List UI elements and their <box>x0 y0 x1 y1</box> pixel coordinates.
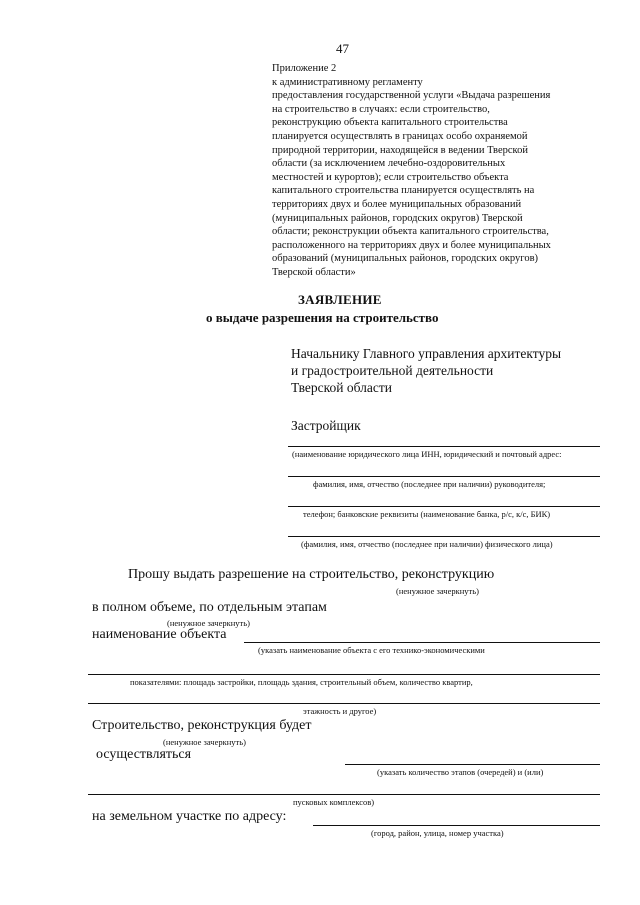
appendix-line: (муниципальных районов, городских округов) Тверской <box>272 212 523 224</box>
developer-fill-line[interactable] <box>288 446 600 447</box>
address-field[interactable] <box>313 825 600 826</box>
object-details-line[interactable] <box>88 703 600 704</box>
developer-label: Застройщик <box>291 418 361 433</box>
addressee-line: Тверской области <box>291 380 392 395</box>
construction-line: Строительство, реконструкция будет <box>92 718 312 733</box>
object-details-hint: показателями: площадь застройки, площадь здания, строительный объем, количество квартир, <box>130 677 473 687</box>
object-name-label: наименование объекта <box>92 627 227 642</box>
appendix-line: территориях двух и более муниципальных образований <box>272 198 522 210</box>
developer-hint: (фамилия, имя, отчество (последнее при наличии) физического лица) <box>301 539 553 549</box>
construction-line: осуществляться <box>96 747 192 762</box>
object-details-hint: этажность и другое) <box>303 706 377 716</box>
developer-fill-line[interactable] <box>288 476 600 477</box>
page-number: 47 <box>336 41 349 56</box>
developer-fill-line[interactable] <box>288 506 600 507</box>
request-hint: (ненужное зачеркнуть) <box>396 586 479 596</box>
developer-hint: (наименование юридического лица ИНН, юридический и почтовый адрес: <box>292 449 562 459</box>
appendix-line: планируется осуществлять в границах особо охраняемой <box>272 130 528 142</box>
appendix-line: Приложение 2 <box>272 63 337 74</box>
addressee-line: Начальнику Главного управления архитектуры <box>291 346 562 361</box>
stages-field[interactable] <box>345 764 600 765</box>
appendix-line: к административному регламенту <box>272 76 423 88</box>
request-line: в полном объеме, по отдельным этапам <box>92 600 327 615</box>
appendix-line: местностей и курортов); если строительство объекта <box>272 171 509 183</box>
stages-hint: (указать количество этапов (очередей) и (или) <box>377 767 544 777</box>
addressee-block <box>291 345 561 396</box>
address-label: на земельном участке по адресу: <box>92 809 287 824</box>
object-details-line[interactable] <box>88 674 600 675</box>
stages-extra-line[interactable] <box>88 794 600 795</box>
stages-extra-hint: пусковых комплексов) <box>293 797 375 807</box>
appendix-line: предоставления государственной услуги «Выдача разрешения <box>272 90 551 102</box>
address-hint: (город, район, улица, номер участка) <box>371 828 504 838</box>
appendix-line: реконструкцию объекта капитального строительства <box>272 117 508 129</box>
appendix-line: капитального строительства планируется осуществлять на <box>272 185 535 197</box>
appendix-line: расположенного на территориях двух и более муниципальных <box>272 239 551 251</box>
appendix-line: области; реконструкции объекта капитального строительства, <box>272 226 549 238</box>
appendix-line: образований (муниципальных районов, городских округов) <box>272 253 539 265</box>
developer-hint: телефон; банковские реквизиты (наименование банка, р/с, к/с, БИК) <box>303 509 551 519</box>
addressee-line: и градостроительной деятельности <box>291 363 494 378</box>
developer-fill-line[interactable] <box>288 536 600 537</box>
appendix-line: области (за исключением лечебно-оздоровительных <box>272 158 506 170</box>
construction-hint: (ненужное зачеркнуть) <box>163 737 246 747</box>
appendix-line: Тверской области» <box>272 266 356 278</box>
appendix-line: на строительство в случаях: если строительство, <box>272 103 490 115</box>
request-line: Прошу выдать разрешение на строительство, реконструкцию <box>128 567 495 582</box>
document-subtitle: о выдаче разрешения на строительство <box>206 310 439 325</box>
appendix-line: природной территории, находящейся в ведении Тверской <box>272 144 528 156</box>
request-hint: (ненужное зачеркнуть) <box>167 618 250 628</box>
object-name-hint: (указать наименование объекта с его технико-экономическими <box>258 645 485 655</box>
document-title: ЗАЯВЛЕНИЕ <box>298 292 382 307</box>
object-name-field[interactable] <box>244 642 600 643</box>
developer-hint: фамилия, имя, отчество (последнее при наличии) руководителя; <box>313 479 546 489</box>
appendix-note <box>272 62 551 280</box>
